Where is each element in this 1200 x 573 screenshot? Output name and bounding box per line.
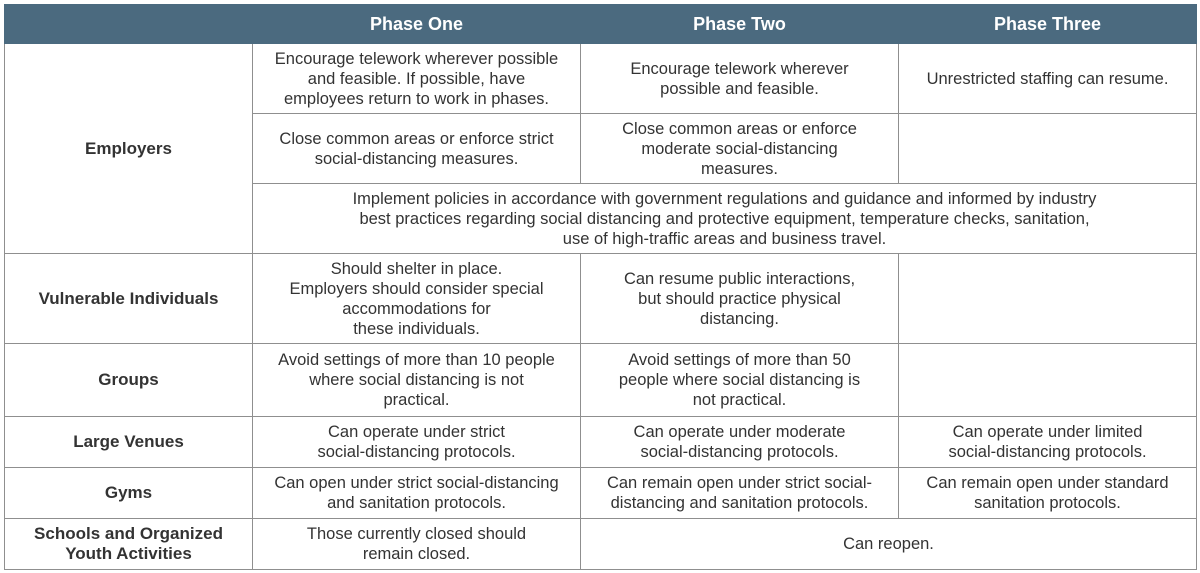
schools-phase-one: Those currently closed should remain closed.: [253, 519, 581, 570]
row-header-groups: Groups: [5, 344, 253, 417]
large-venues-phase-one: Can operate under strict social-distancing protocols.: [253, 417, 581, 468]
row-header-vulnerable-individuals: Vulnerable Individuals: [5, 254, 253, 344]
table-row: [5, 519, 1197, 570]
groups-phase-two: Avoid settings of more than 50 people where social distancing is not practical.: [581, 344, 899, 417]
table-row: [5, 254, 1197, 344]
table-row: [5, 344, 1197, 417]
header-row: [5, 5, 1197, 44]
vulnerable-phase-three: [899, 254, 1197, 344]
header-phase-three: Phase Three: [899, 5, 1197, 44]
large-venues-phase-three: Can operate under limited social-distancing protocols.: [899, 417, 1197, 468]
vulnerable-phase-one: Should shelter in place. Employers should consider special accommodations for these individuals.: [253, 254, 581, 344]
gyms-phase-three: Can remain open under standard sanitation protocols.: [899, 468, 1197, 519]
header-phase-two: Phase Two: [581, 5, 899, 44]
gyms-phase-one: Can open under strict social-distancing and sanitation protocols.: [253, 468, 581, 519]
large-venues-phase-two: Can operate under moderate social-distancing protocols.: [581, 417, 899, 468]
groups-phase-three: [899, 344, 1197, 417]
row-header-large-venues: Large Venues: [5, 417, 253, 468]
phased-guidelines-table: [4, 4, 1197, 570]
employers-policies-all-phases: Implement policies in accordance with government regulations and guidance and informed by industry best practices regarding social distancing and protective equipment, temperature checks, sanitation, use of high-traffic areas and business travel.: [253, 184, 1197, 254]
employers-common-areas-phase-one: Close common areas or enforce strict social-distancing measures.: [253, 114, 581, 184]
schools-phase-two-three: Can reopen.: [581, 519, 1197, 570]
row-header-employers: Employers: [5, 44, 253, 254]
row-header-schools: Schools and Organized Youth Activities: [5, 519, 253, 570]
header-phase-one: Phase One: [253, 5, 581, 44]
vulnerable-phase-two: Can resume public interactions, but should practice physical distancing.: [581, 254, 899, 344]
table-row: [5, 417, 1197, 468]
employers-common-areas-phase-three: [899, 114, 1197, 184]
employers-telework-phase-three: Unrestricted staffing can resume.: [899, 44, 1197, 114]
table-row: [5, 468, 1197, 519]
phased-guidelines-table-container: [4, 4, 1196, 570]
employers-telework-phase-two: Encourage telework wherever possible and feasible.: [581, 44, 899, 114]
row-header-gyms: Gyms: [5, 468, 253, 519]
table-row: [5, 44, 1197, 114]
employers-telework-phase-one: Encourage telework wherever possible and feasible. If possible, have employees return to work in phases.: [253, 44, 581, 114]
employers-common-areas-phase-two: Close common areas or enforce moderate social-distancing measures.: [581, 114, 899, 184]
header-corner: [5, 5, 253, 44]
gyms-phase-two: Can remain open under strict social- distancing and sanitation protocols.: [581, 468, 899, 519]
groups-phase-one: Avoid settings of more than 10 people where social distancing is not practical.: [253, 344, 581, 417]
